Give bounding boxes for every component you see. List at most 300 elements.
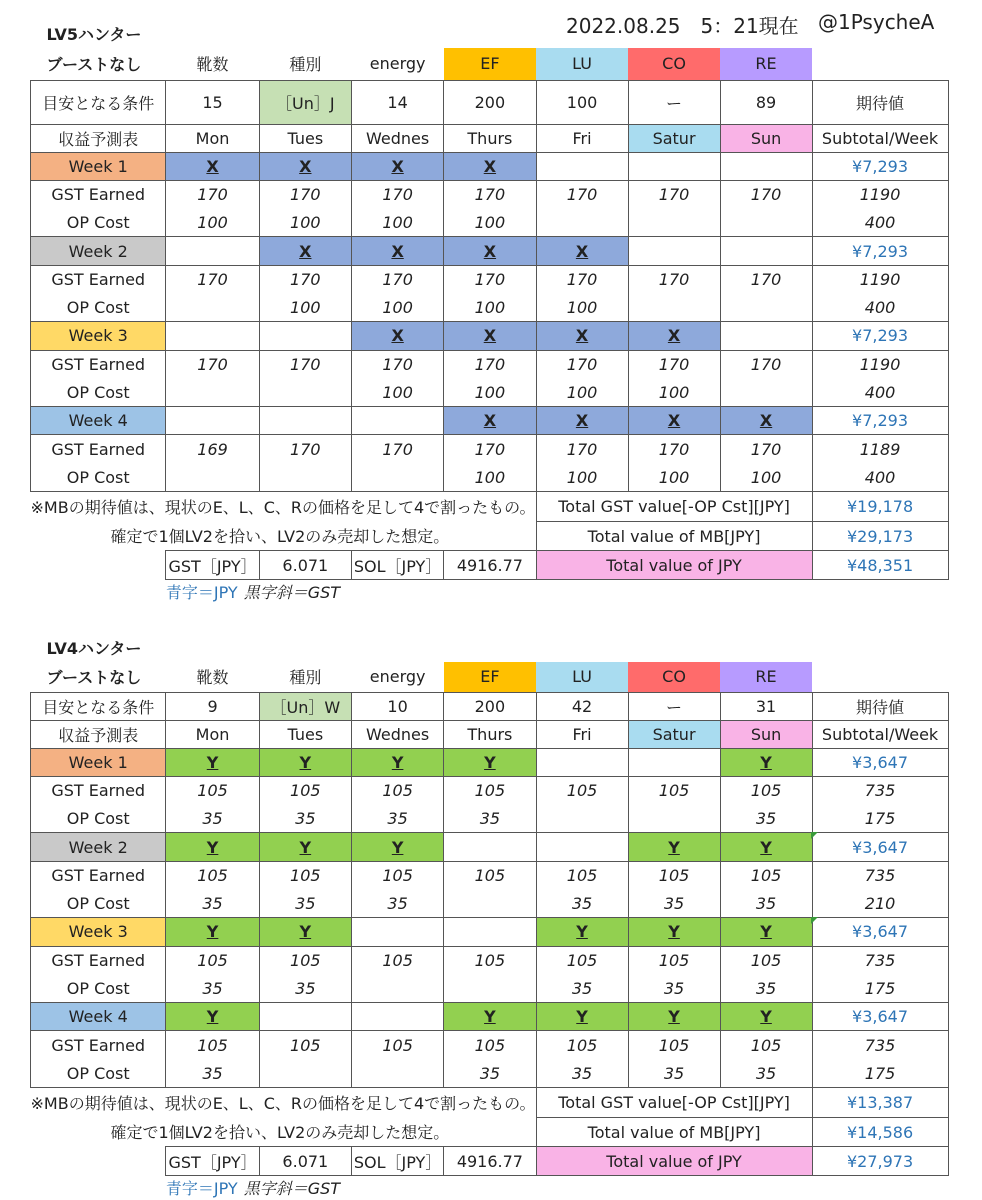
subtotal-header: Subtotal/Week <box>812 720 948 748</box>
op-cell-satur: 35 <box>628 1059 720 1087</box>
mark-cell-tues <box>259 407 351 435</box>
op-cost-label: OP Cost <box>31 209 166 237</box>
col-header-co: CO <box>628 48 720 80</box>
op-cost-label: OP Cost <box>31 805 166 833</box>
gst-cell-thurs: 170 <box>444 435 536 463</box>
gst-cell-thurs: 105 <box>444 1031 536 1059</box>
gst-cell-sun: 105 <box>720 946 812 974</box>
criteria-type: ［Un］J <box>259 80 351 124</box>
op-total: 175 <box>812 1059 948 1087</box>
gst-cell-wednes: 105 <box>351 1031 443 1059</box>
sol-jpy-label: SOL［JPY］ <box>351 1147 443 1176</box>
op-cell-wednes: 100 <box>351 293 443 321</box>
gst-earned-label: GST Earned <box>31 435 166 463</box>
op-cost-label: OP Cost <box>31 974 166 1002</box>
week-subtotal: ¥7,293 <box>812 237 948 265</box>
mark-cell-wednes <box>351 1003 443 1031</box>
op-cell-fri: 35 <box>536 1059 628 1087</box>
op-cell-sun: 35 <box>720 1059 812 1087</box>
op-cell-wednes: 100 <box>351 378 443 406</box>
op-cell-mon <box>166 463 259 491</box>
forecast-label: 収益予測表 <box>31 720 166 748</box>
day-header-fri: Fri <box>536 720 628 748</box>
criteria-lu: 42 <box>536 692 628 720</box>
op-cell-satur: 35 <box>628 889 720 917</box>
op-cell-wednes <box>351 463 443 491</box>
mark-cell-sun: Y <box>720 1003 812 1031</box>
gst-total: 1190 <box>812 265 948 293</box>
forecast-label: 収益予測表 <box>31 124 166 152</box>
op-total: 175 <box>812 805 948 833</box>
col-header-re: RE <box>720 48 812 80</box>
gst-cell-fri: 170 <box>536 265 628 293</box>
gst-cell-wednes: 105 <box>351 946 443 974</box>
gst-earned-label: GST Earned <box>31 1031 166 1059</box>
day-header-satur: Satur <box>628 124 720 152</box>
week-subtotal: ¥7,293 <box>812 407 948 435</box>
mark-cell-thurs: X <box>444 237 536 265</box>
week-row <box>31 407 949 435</box>
criteria-type: ［Un］W <box>259 692 351 720</box>
gst-cell-fri: 170 <box>536 180 628 208</box>
week-label: Week 2 <box>31 237 166 265</box>
gst-cell-fri: 105 <box>536 776 628 804</box>
mark-cell-mon: Y <box>166 748 259 776</box>
op-cell-thurs: 35 <box>444 1059 536 1087</box>
week-subtotal: ¥7,293 <box>812 152 948 180</box>
total-mb-label: Total value of MB[JPY] <box>536 1118 812 1147</box>
op-cell-mon: 35 <box>166 974 259 1002</box>
gst-earned-row <box>31 180 949 208</box>
gst-cell-wednes: 170 <box>351 350 443 378</box>
color-legend <box>166 1176 536 1200</box>
mark-cell-mon: Y <box>166 918 259 946</box>
mark-cell-mon: Y <box>166 1003 259 1031</box>
gst-cell-tues: 170 <box>259 435 351 463</box>
mark-cell-thurs <box>444 833 536 861</box>
total-jpy-label: Total value of JPY <box>536 551 812 580</box>
col-header-shoes: 靴数 <box>196 668 229 688</box>
criteria-shoes: 9 <box>166 692 259 720</box>
total-gst-value: ¥19,178 <box>812 492 948 522</box>
gst-cell-tues: 105 <box>259 776 351 804</box>
total-gst-label: Total GST value[-OP Cst][JPY] <box>536 1088 812 1118</box>
note-line-1: ※MBの期待値は、現状のE、L、C、Rの価格を足して4で割ったもの。 <box>30 1094 536 1114</box>
op-cell-sun: 35 <box>720 974 812 1002</box>
op-cell-thurs <box>444 974 536 1002</box>
op-cost-row <box>31 805 949 833</box>
gst-jpy-value: 6.071 <box>259 1147 351 1176</box>
section-subtitle: ブーストなし <box>46 55 142 75</box>
gst-total: 735 <box>812 946 948 974</box>
gst-cell-tues: 105 <box>259 1031 351 1059</box>
mark-cell-fri <box>536 152 628 180</box>
gst-cell-thurs: 105 <box>444 861 536 889</box>
op-cell-fri: 35 <box>536 974 628 1002</box>
gst-earned-label: GST Earned <box>31 265 166 293</box>
criteria-label: 目安となる条件 <box>31 692 166 720</box>
mark-cell-wednes: X <box>351 237 443 265</box>
gst-cell-satur: 105 <box>628 776 720 804</box>
mark-cell-thurs <box>444 918 536 946</box>
op-total: 175 <box>812 974 948 1002</box>
day-header-sun: Sun <box>720 124 812 152</box>
note-line-2: 確定で1個LV2を拾い、LV2のみ売却した想定。 <box>110 1123 450 1143</box>
col-header-re: RE <box>720 662 812 692</box>
op-cost-row <box>31 293 949 321</box>
week-subtotal: ¥3,647 <box>812 748 948 776</box>
mark-cell-thurs: X <box>444 407 536 435</box>
gst-total: 735 <box>812 776 948 804</box>
op-cell-wednes: 35 <box>351 805 443 833</box>
week-label: Week 4 <box>31 1003 166 1031</box>
section-subtitle: ブーストなし <box>46 668 142 688</box>
forecast-table <box>30 18 949 604</box>
gst-total: 735 <box>812 1031 948 1059</box>
gst-cell-fri: 170 <box>536 435 628 463</box>
op-cell-fri: 100 <box>536 463 628 491</box>
legend-jpy: 青字＝JPY <box>165 583 238 603</box>
gst-earned-row <box>31 776 949 804</box>
mark-cell-satur <box>628 152 720 180</box>
week-label: Week 1 <box>31 152 166 180</box>
mark-cell-satur: Y <box>628 918 720 946</box>
gst-cell-thurs: 170 <box>444 265 536 293</box>
day-header-sun: Sun <box>720 720 812 748</box>
op-cell-thurs <box>444 889 536 917</box>
gst-cell-satur: 170 <box>628 180 720 208</box>
total-mb-value: ¥29,173 <box>812 522 948 551</box>
gst-cell-mon: 105 <box>166 776 259 804</box>
gst-cell-wednes: 105 <box>351 861 443 889</box>
gst-cell-thurs: 105 <box>444 776 536 804</box>
gst-cell-tues: 105 <box>259 861 351 889</box>
day-header-mon: Mon <box>166 720 259 748</box>
op-cell-tues <box>259 1059 351 1087</box>
op-total: 210 <box>812 889 948 917</box>
op-cell-wednes: 100 <box>351 209 443 237</box>
note-line-1: ※MBの期待値は、現状のE、L、C、Rの価格を足して4で割ったもの。 <box>30 498 536 518</box>
op-cell-fri <box>536 805 628 833</box>
week-label: Week 4 <box>31 407 166 435</box>
gst-earned-row <box>31 861 949 889</box>
gst-jpy-label: GST［JPY］ <box>166 1147 259 1176</box>
op-cell-tues <box>259 378 351 406</box>
legend-jpy: 青字＝JPY <box>165 1179 238 1199</box>
mark-cell-wednes <box>351 918 443 946</box>
gst-cell-sun: 170 <box>720 180 812 208</box>
op-cost-label: OP Cost <box>31 463 166 491</box>
gst-earned-label: GST Earned <box>31 776 166 804</box>
mark-cell-mon: Y <box>166 833 259 861</box>
gst-cell-sun: 105 <box>720 776 812 804</box>
op-cell-sun: 100 <box>720 463 812 491</box>
mark-cell-fri: X <box>536 407 628 435</box>
col-header-ef: EF <box>444 662 536 692</box>
day-header-mon: Mon <box>166 124 259 152</box>
op-cell-mon <box>166 378 259 406</box>
gst-cell-fri: 105 <box>536 1031 628 1059</box>
op-cell-tues: 100 <box>259 293 351 321</box>
op-cell-sun <box>720 209 812 237</box>
total-gst-value: ¥13,387 <box>812 1088 948 1118</box>
week-row <box>31 748 949 776</box>
op-cell-tues: 35 <box>259 805 351 833</box>
gst-cell-thurs: 105 <box>444 946 536 974</box>
mark-cell-tues: X <box>259 237 351 265</box>
criteria-energy: 14 <box>351 80 443 124</box>
gst-cell-mon: 105 <box>166 946 259 974</box>
gst-total: 1190 <box>812 180 948 208</box>
op-cell-fri <box>536 209 628 237</box>
gst-earned-label: GST Earned <box>31 861 166 889</box>
mark-cell-tues: Y <box>259 748 351 776</box>
gst-cell-mon: 169 <box>166 435 259 463</box>
gst-cell-fri: 170 <box>536 350 628 378</box>
week-label: Week 1 <box>31 748 166 776</box>
criteria-co: ー <box>628 692 720 720</box>
op-total: 400 <box>812 209 948 237</box>
sol-jpy-value: 4916.77 <box>444 551 536 580</box>
day-header-tues: Tues <box>259 720 351 748</box>
op-cost-row <box>31 889 949 917</box>
total-jpy-label: Total value of JPY <box>536 1147 812 1176</box>
gst-jpy-value: 6.071 <box>259 551 351 580</box>
gst-cell-satur: 170 <box>628 435 720 463</box>
op-cell-satur <box>628 209 720 237</box>
day-header-wednes: Wednes <box>351 124 443 152</box>
mark-cell-tues: X <box>259 152 351 180</box>
week-row <box>31 152 949 180</box>
mark-cell-wednes: Y <box>351 748 443 776</box>
gst-cell-wednes: 170 <box>351 180 443 208</box>
week-subtotal: ¥7,293 <box>812 322 948 350</box>
mark-cell-fri: X <box>536 322 628 350</box>
op-cost-row <box>31 974 949 1002</box>
gst-cell-wednes: 170 <box>351 265 443 293</box>
gst-total: 1189 <box>812 435 948 463</box>
gst-earned-label: GST Earned <box>31 350 166 378</box>
gst-cell-mon: 105 <box>166 1031 259 1059</box>
week-subtotal: ¥3,647 <box>812 918 948 946</box>
gst-cell-satur: 170 <box>628 265 720 293</box>
mark-cell-tues: Y <box>259 918 351 946</box>
criteria-ef: 200 <box>444 80 536 124</box>
day-header-wednes: Wednes <box>351 720 443 748</box>
op-cell-sun <box>720 378 812 406</box>
op-cost-label: OP Cost <box>31 378 166 406</box>
gst-cell-wednes: 170 <box>351 435 443 463</box>
gst-earned-row <box>31 946 949 974</box>
col-header-energy: energy <box>369 54 426 74</box>
gst-cell-mon: 170 <box>166 265 259 293</box>
mark-cell-satur: Y <box>628 1003 720 1031</box>
total-gst-label: Total GST value[-OP Cst][JPY] <box>536 492 812 522</box>
mark-cell-satur <box>628 237 720 265</box>
sol-jpy-label: SOL［JPY］ <box>351 551 443 580</box>
mark-cell-tues <box>259 322 351 350</box>
op-cell-wednes <box>351 974 443 1002</box>
mark-cell-mon <box>166 322 259 350</box>
op-cell-fri: 35 <box>536 889 628 917</box>
week-row <box>31 322 949 350</box>
mark-cell-tues: Y <box>259 833 351 861</box>
gst-cell-sun: 170 <box>720 350 812 378</box>
op-total: 400 <box>812 463 948 491</box>
mark-cell-fri: X <box>536 237 628 265</box>
mark-cell-sun: X <box>720 407 812 435</box>
gst-earned-label: GST Earned <box>31 180 166 208</box>
mark-cell-sun <box>720 237 812 265</box>
op-cell-tues: 35 <box>259 974 351 1002</box>
op-cost-row <box>31 209 949 237</box>
week-label: Week 2 <box>31 833 166 861</box>
mark-cell-sun: Y <box>720 918 812 946</box>
mark-cell-fri: Y <box>536 1003 628 1031</box>
mark-cell-wednes: Y <box>351 833 443 861</box>
gst-cell-fri: 105 <box>536 861 628 889</box>
mark-cell-thurs: Y <box>444 748 536 776</box>
mark-cell-satur: X <box>628 407 720 435</box>
op-cost-label: OP Cost <box>31 293 166 321</box>
criteria-lu: 100 <box>536 80 628 124</box>
gst-cell-sun: 105 <box>720 1031 812 1059</box>
gst-cell-sun: 170 <box>720 265 812 293</box>
mark-cell-fri <box>536 833 628 861</box>
sol-jpy-value: 4916.77 <box>444 1147 536 1176</box>
total-mb-label: Total value of MB[JPY] <box>536 522 812 551</box>
gst-cell-sun: 170 <box>720 435 812 463</box>
op-cell-sun <box>720 293 812 321</box>
op-cost-row <box>31 378 949 406</box>
gst-earned-row <box>31 265 949 293</box>
op-cell-satur: 35 <box>628 974 720 1002</box>
op-cell-mon: 100 <box>166 209 259 237</box>
op-cell-thurs: 100 <box>444 378 536 406</box>
op-cell-tues <box>259 463 351 491</box>
gst-cell-tues: 170 <box>259 180 351 208</box>
op-cell-mon: 35 <box>166 1059 259 1087</box>
criteria-energy: 10 <box>351 692 443 720</box>
mark-cell-sun <box>720 322 812 350</box>
gst-cell-wednes: 105 <box>351 776 443 804</box>
week-subtotal: ¥3,647 <box>812 833 948 861</box>
op-cost-row <box>31 463 949 491</box>
author-handle: @1PsycheA <box>818 10 935 34</box>
op-cost-row <box>31 1059 949 1087</box>
op-cell-thurs: 100 <box>444 463 536 491</box>
report-date: 2022.08.25 5：21現在 <box>566 14 799 38</box>
total-jpy-value: ¥27,973 <box>812 1147 948 1176</box>
mark-cell-thurs: X <box>444 152 536 180</box>
op-cell-sun: 35 <box>720 889 812 917</box>
mark-cell-wednes <box>351 407 443 435</box>
op-cell-satur <box>628 805 720 833</box>
col-header-ef: EF <box>444 48 536 80</box>
op-cell-wednes <box>351 1059 443 1087</box>
mark-cell-satur: X <box>628 322 720 350</box>
expected-label: 期待値 <box>812 80 948 124</box>
col-header-type: 種別 <box>289 668 322 688</box>
mark-cell-sun: Y <box>720 833 812 861</box>
note-line-2: 確定で1個LV2を拾い、LV2のみ売却した想定。 <box>110 527 450 547</box>
mark-cell-fri <box>536 748 628 776</box>
gst-cell-thurs: 170 <box>444 180 536 208</box>
mark-cell-fri: Y <box>536 918 628 946</box>
gst-cell-satur: 105 <box>628 1031 720 1059</box>
week-label: Week 3 <box>31 918 166 946</box>
day-header-thurs: Thurs <box>444 124 536 152</box>
day-header-tues: Tues <box>259 124 351 152</box>
gst-earned-row <box>31 350 949 378</box>
op-total: 400 <box>812 378 948 406</box>
gst-earned-label: GST Earned <box>31 946 166 974</box>
mark-cell-sun <box>720 152 812 180</box>
gst-cell-thurs: 170 <box>444 350 536 378</box>
op-cell-thurs: 100 <box>444 293 536 321</box>
col-header-type: 種別 <box>289 55 322 75</box>
legend-gst: 黒字斜＝GST <box>243 1179 341 1199</box>
mark-cell-satur <box>628 748 720 776</box>
week-label: Week 3 <box>31 322 166 350</box>
mark-cell-satur: Y <box>628 833 720 861</box>
op-cell-thurs: 100 <box>444 209 536 237</box>
mark-cell-mon <box>166 237 259 265</box>
forecast-table <box>30 632 949 1200</box>
col-header-energy: energy <box>369 667 426 687</box>
op-cell-satur: 100 <box>628 378 720 406</box>
week-row <box>31 1003 949 1031</box>
section-title: LV4ハンター <box>46 638 142 658</box>
mark-cell-tues <box>259 1003 351 1031</box>
expected-label: 期待値 <box>812 692 948 720</box>
mark-cell-wednes: X <box>351 152 443 180</box>
mark-cell-sun: Y <box>720 748 812 776</box>
gst-cell-satur: 105 <box>628 861 720 889</box>
mark-cell-mon <box>166 407 259 435</box>
legend-gst: 黒字斜＝GST <box>243 583 341 603</box>
gst-cell-satur: 170 <box>628 350 720 378</box>
gst-cell-mon: 170 <box>166 350 259 378</box>
comment-marker-icon <box>811 832 818 839</box>
op-total: 400 <box>812 293 948 321</box>
criteria-ef: 200 <box>444 692 536 720</box>
week-row <box>31 237 949 265</box>
op-cell-mon: 35 <box>166 805 259 833</box>
total-mb-value: ¥14,586 <box>812 1118 948 1147</box>
op-cell-fri: 100 <box>536 293 628 321</box>
op-cell-tues: 100 <box>259 209 351 237</box>
mark-cell-thurs: X <box>444 322 536 350</box>
op-cost-label: OP Cost <box>31 889 166 917</box>
criteria-co: ー <box>628 80 720 124</box>
op-cell-satur <box>628 293 720 321</box>
gst-cell-tues: 170 <box>259 350 351 378</box>
mark-cell-thurs: Y <box>444 1003 536 1031</box>
op-cell-mon <box>166 293 259 321</box>
gst-jpy-label: GST［JPY］ <box>166 551 259 580</box>
gst-cell-mon: 105 <box>166 861 259 889</box>
op-cost-label: OP Cost <box>31 1059 166 1087</box>
gst-cell-tues: 105 <box>259 946 351 974</box>
gst-cell-sun: 105 <box>720 861 812 889</box>
criteria-shoes: 15 <box>166 80 259 124</box>
col-header-shoes: 靴数 <box>196 55 229 75</box>
gst-cell-satur: 105 <box>628 946 720 974</box>
gst-total: 735 <box>812 861 948 889</box>
day-header-thurs: Thurs <box>444 720 536 748</box>
gst-cell-mon: 170 <box>166 180 259 208</box>
